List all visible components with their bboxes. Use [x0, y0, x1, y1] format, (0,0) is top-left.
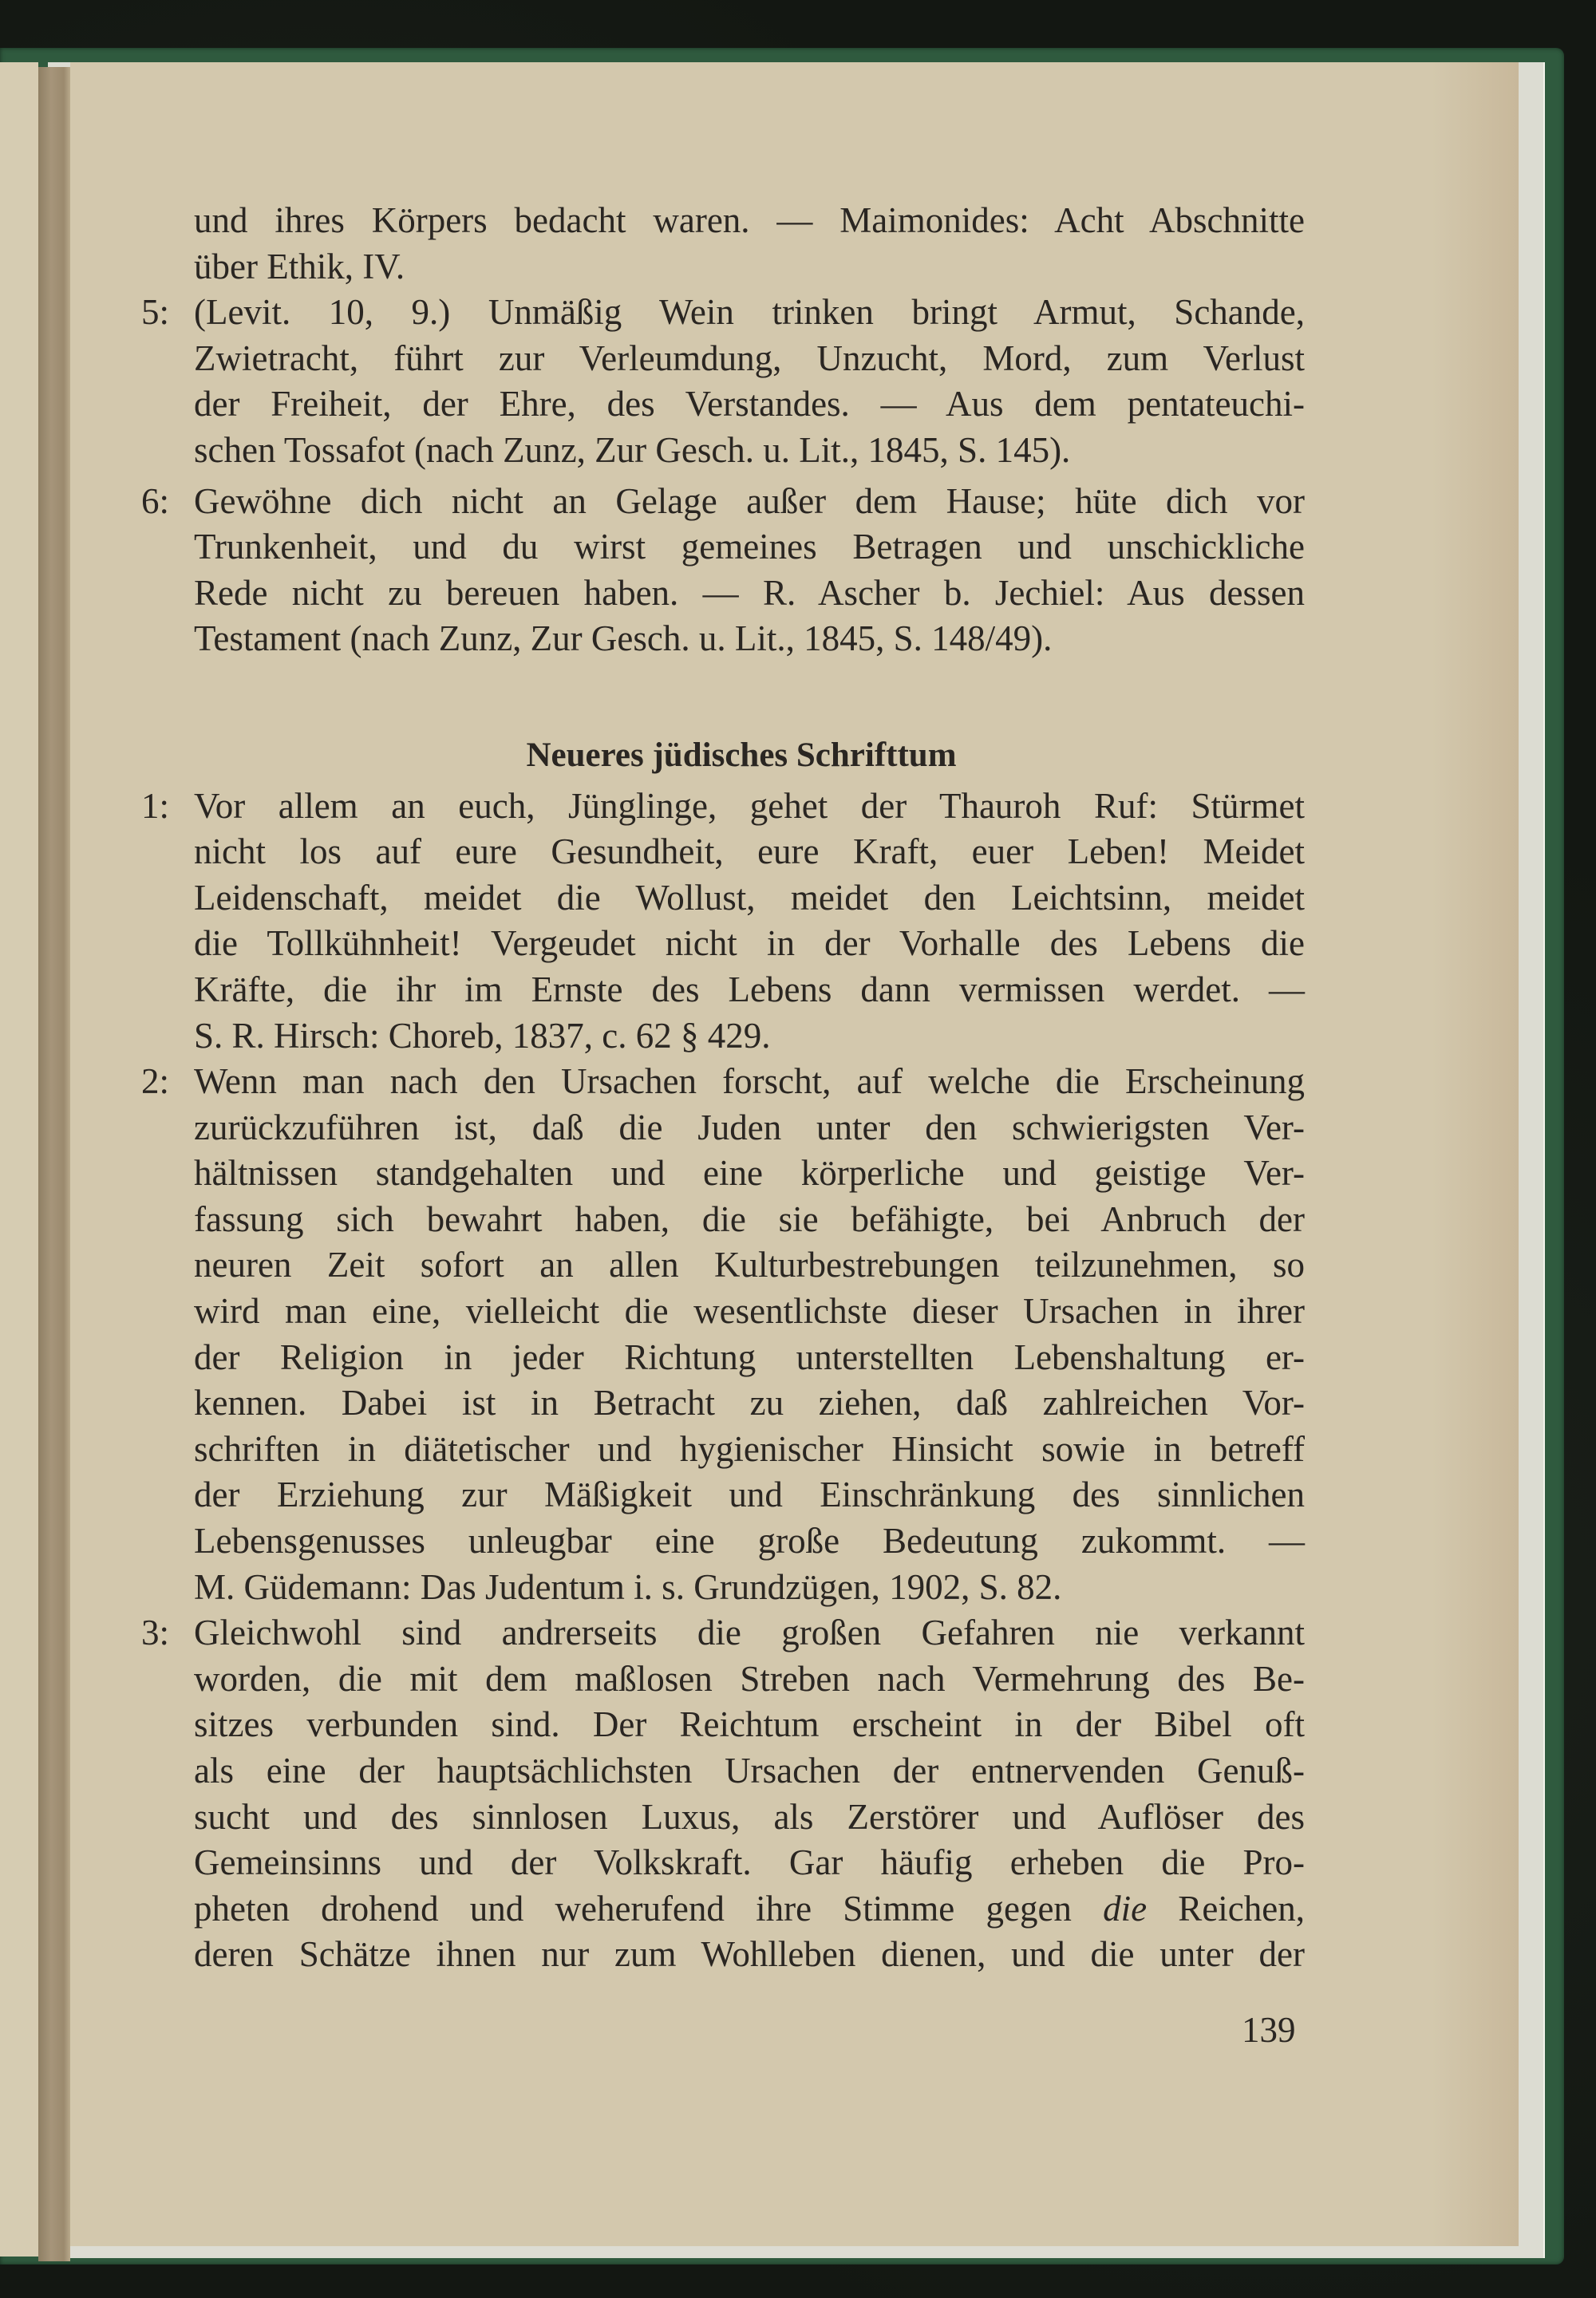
page-text — [141, 198, 1305, 1978]
text-line-with-italic: pheten drohend und weherufend ihre Stimme gegen die Reichen, — [194, 1888, 1305, 1929]
text-line: wird man eine, vielleicht die wesentlichste dieser Ursachen in ihrer — [194, 1291, 1305, 1332]
entry-number: 5: — [141, 292, 170, 333]
text-line: nicht los auf eure Gesundheit, eure Kraft, euer Leben! Meidet — [194, 831, 1305, 872]
facing-page-edge — [0, 62, 38, 2257]
text-line: Lebensgenusses unleugbar eine große Bedeutung zukommt. — — [194, 1521, 1305, 1562]
text-line: schen Tossafot (nach Zunz, Zur Gesch. u. Lit., 1845, S. 145). — [194, 429, 1071, 470]
text-line: neuren Zeit sofort an allen Kulturbestrebungen teilzunehmen, so — [194, 1245, 1305, 1285]
entry-3 — [141, 1610, 1305, 1978]
entry-number: 2: — [141, 1061, 170, 1102]
text-line: und ihres Körpers bedacht waren. — Maimonides: Acht Abschnitte — [194, 200, 1305, 240]
entry-1 — [141, 784, 1305, 1060]
text-line: Trunkenheit, und du wirst gemeines Betragen und unschickliche — [194, 527, 1305, 567]
text-line: die Tollkühnheit! Vergeudet nicht in der Vorhalle des Lebens die — [194, 923, 1305, 964]
text-line: Testament (nach Zunz, Zur Gesch. u. Lit., 1845, S. 148/49). — [194, 618, 1053, 659]
text-line: hältnissen standgehalten und eine körperliche und geistige Ver- — [194, 1153, 1305, 1194]
text-line: worden, die mit dem maßlosen Streben nach Vermehrung des Be- — [194, 1658, 1305, 1699]
text-line: Gemeinsinns und der Volkskraft. Gar häufig erheben die Pro- — [194, 1842, 1305, 1883]
text-line: über Ethik, IV. — [194, 246, 405, 286]
text-line: schriften in diätetischer und hygienischer Hinsicht sowie in betreff — [194, 1428, 1305, 1469]
text-line: Wenn man nach den Ursachen forscht, auf welche die Erscheinung — [194, 1061, 1305, 1102]
text-line: Rede nicht zu bereuen haben. — R. Ascher b. Jechiel: Aus dessen — [194, 572, 1305, 613]
page-number: 139 — [1242, 2010, 1296, 2050]
text-line: fassung sich bewahrt haben, die sie befähigte, bei Anbruch der — [194, 1198, 1305, 1239]
entry-6 — [141, 479, 1305, 662]
text-line: zurückzuführen ist, daß die Juden unter den schwierigsten Ver- — [194, 1107, 1305, 1147]
entry-number: 1: — [141, 785, 170, 826]
text-line: Leidenschaft, meidet die Wollust, meidet den Leichtsinn, meidet — [194, 877, 1305, 918]
text-line: deren Schätze ihnen nur zum Wohlleben dienen, und die unter der — [194, 1934, 1305, 1975]
emphasized-word: die — [1103, 1888, 1148, 1929]
text-line: sitzes verbunden sind. Der Reichtum erscheint in der Bibel oft — [194, 1704, 1305, 1745]
entry-2 — [141, 1059, 1305, 1610]
text-line: Gewöhne dich nicht an Gelage außer dem Hause; hüte dich vor — [194, 480, 1305, 521]
book-gutter — [38, 67, 70, 2261]
entry-5 — [141, 290, 1305, 473]
text-line: sucht und des sinnlosen Luxus, als Zerstörer und Auflöser des — [194, 1796, 1305, 1837]
section-heading: Neueres jüdisches Schrifttum — [526, 736, 957, 774]
text-line: Kräfte, die ihr im Ernste des Lebens dann vermissen werdet. — — [194, 969, 1305, 1009]
text-line: der Erziehung zur Mäßigkeit und Einschränkung des sinnlichen — [194, 1475, 1305, 1515]
entry-number: 3: — [141, 1613, 170, 1653]
text-line: Gleichwohl sind andrerseits die großen Gefahren nie verkannt — [194, 1613, 1305, 1653]
text-line: S. R. Hirsch: Choreb, 1837, c. 62 § 429. — [194, 1015, 771, 1056]
text-line: Zwietracht, führt zur Verleumdung, Unzucht, Mord, zum Verlust — [194, 338, 1305, 378]
text-line: Vor allem an euch, Jünglinge, gehet der Thauroh Ruf: Stürmet — [194, 785, 1305, 826]
continuation-paragraph — [194, 198, 1305, 290]
text-line: (Levit. 10, 9.) Unmäßig Wein trinken bringt Armut, Schande, — [194, 292, 1305, 333]
text-line: M. Güdemann: Das Judentum i. s. Grundzügen, 1902, S. 82. — [194, 1566, 1062, 1607]
entry-number: 6: — [141, 480, 170, 521]
text-line: der Religion in jeder Richtung unterstellten Lebenshaltung er- — [194, 1337, 1305, 1377]
text-line: als eine der hauptsächlichsten Ursachen der entnervenden Genuß- — [194, 1751, 1305, 1791]
text-line: kennen. Dabei ist in Betracht zu ziehen, daß zahlreichen Vor- — [194, 1383, 1305, 1423]
text-line: der Freiheit, der Ehre, des Verstandes. — Aus dem pentateuchi- — [194, 384, 1305, 424]
